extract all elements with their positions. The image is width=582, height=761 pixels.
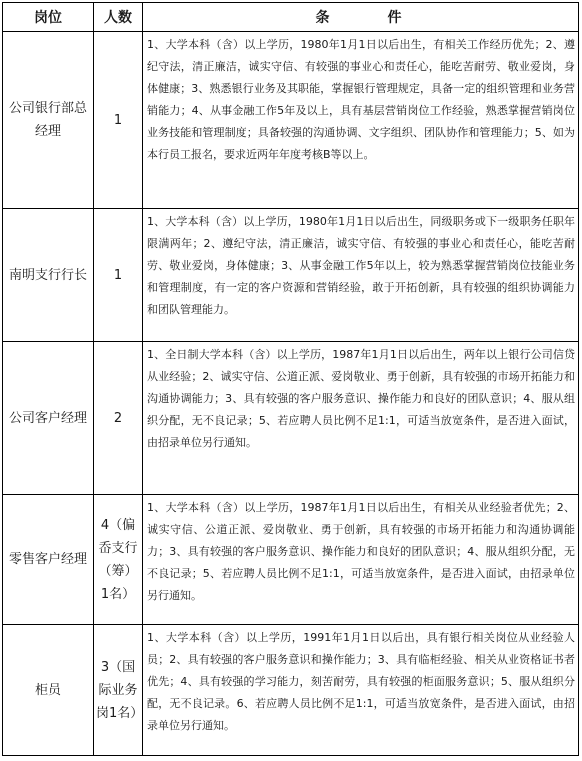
conditions-cell: 1、大学本科（含）以上学历，1980年1月1日以后出生，有相关工作经历优先；2、遵纪守法，清正廉洁，诚实守信、有较强的事业心和责任心，能吃苦耐劳、敬业爱岗，身体健康；3、熟悉银行业务及其职能，掌握银行管理规定，具备一定的组织管理和业务营销能力；4、从事金融工作5年及以上，具有基层营销岗位工作经验，熟悉掌握营销岗位业务技能和管理制度；具备较强的沟通协调、文字组织、团队协作和管理能力；5、如为本行员工报名，要求近两年年度考核B等以上。 xyxy=(143,32,579,209)
position-cell: 南明支行行长 xyxy=(3,209,94,342)
table-header-row xyxy=(3,3,579,32)
table-row xyxy=(3,495,579,625)
count-cell: 3（国际业务岗1名） xyxy=(94,625,143,756)
header-count: 人数 xyxy=(94,3,143,32)
conditions-cell: 1、大学本科（含）以上学历，1980年1月1日以后出生，同级职务或下一级职务任职年限满两年；2、遵纪守法，清正廉洁，诚实守信、有较强的事业心和责任心，能吃苦耐劳、敬业爱岗，身体健康；3、从事金融工作5年以上，较为熟悉掌握营销岗位技能业务和管理制度，有一定的客户资源和营销经验，敢于开拓创新，具有较强的组织协调能力和团队管理能力。 xyxy=(143,209,579,342)
position-cell: 公司客户经理 xyxy=(3,342,94,495)
count-cell: 1 xyxy=(94,209,143,342)
header-conditions: 条 件 xyxy=(143,3,579,32)
header-position: 岗位 xyxy=(3,3,94,32)
table-row xyxy=(3,32,579,209)
position-cell: 公司银行部总经理 xyxy=(3,32,94,209)
position-cell: 零售客户经理 xyxy=(3,495,94,625)
recruitment-table xyxy=(2,2,579,756)
count-cell: 4（偏岙支行（筹）1名） xyxy=(94,495,143,625)
count-cell: 1 xyxy=(94,32,143,209)
conditions-cell: 1、全日制大学本科（含）以上学历，1987年1月1日以后出生，两年以上银行公司信贷从业经验；2、诚实守信、公道正派、爱岗敬业、勇于创新，具有较强的市场开拓能力和沟通协调能力；3、具有较强的客户服务意识、操作能力和良好的团队意识；4、服从组织分配，无不良记录；5、若应聘人员比例不足1:1，可适当放宽条件，是否进入面试，由招录单位另行通知。 xyxy=(143,342,579,495)
position-cell: 柜员 xyxy=(3,625,94,756)
conditions-cell: 1、大学本科（含）以上学历，1987年1月1日以后出生，有相关从业经验者优先；2、诚实守信、公道正派、爱岗敬业、勇于创新，具有较强的市场开拓能力和沟通协调能力；3、具有较强的客户服务意识、操作能力和良好的团队意识；4、服从组织分配，无不良记录；5、若应聘人员比例不足1:1，可适当放宽条件，是否进入面试，由招录单位另行通知。 xyxy=(143,495,579,625)
count-cell: 2 xyxy=(94,342,143,495)
conditions-cell: 1、大学本科（含）以上学历，1991年1月1日以后出，具有银行相关岗位从业经验人员；2、具有较强的客户服务意识和操作能力；3、具有临柜经验、相关从业资格证书者优先；4、具有较强的学习能力，刻苦耐劳，具有较强的柜面服务意识；5、服从组织分配，无不良记录。6、若应聘人员比例不足1:1，可适当放宽条件，是否进入面试，由招录单位另行通知。 xyxy=(143,625,579,756)
table-row xyxy=(3,342,579,495)
table-row xyxy=(3,625,579,756)
table-row xyxy=(3,209,579,342)
